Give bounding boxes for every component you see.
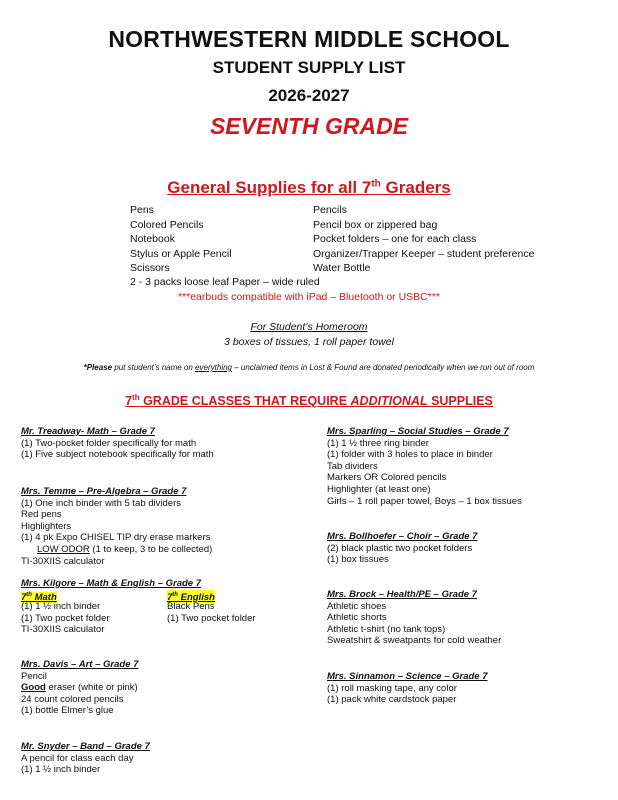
class-item: (1) 1 ½ inch binder bbox=[21, 764, 101, 776]
class-title: Mrs. Sparling – Social Studies – Grade 7 bbox=[327, 426, 509, 437]
kilgore-subheads bbox=[21, 590, 301, 602]
class-item: Athletic shorts bbox=[327, 612, 387, 624]
additional-supplies-heading bbox=[0, 393, 618, 408]
kilgore-row bbox=[21, 601, 301, 613]
name-everything-note bbox=[0, 363, 618, 372]
class-item: (1) box tissues bbox=[327, 554, 389, 566]
supply-item: Notebook bbox=[130, 233, 175, 245]
note-underlined: everything bbox=[195, 363, 233, 372]
english-sub-sup: th bbox=[172, 591, 178, 598]
class-block-sparling bbox=[327, 426, 522, 507]
school-year: 2026-2027 bbox=[268, 86, 350, 105]
class-block-davis bbox=[21, 659, 138, 717]
classes-heading-post: SUPPLIES bbox=[427, 394, 493, 409]
supply-item: Pocket folders – one for each class bbox=[313, 233, 477, 245]
classes-heading-sup: th bbox=[132, 393, 140, 402]
supply-item: Scissors bbox=[130, 262, 170, 274]
class-title: Mrs. Davis – Art – Grade 7 bbox=[21, 659, 139, 670]
class-item: Athletic t-shirt (no tank tops) bbox=[327, 623, 446, 635]
class-title: Mrs. Kilgore – Math & English – Grade 7 bbox=[21, 578, 202, 589]
class-item: (1) pack white cardstock paper bbox=[327, 694, 457, 706]
note-post: – unclaimed items in Lost & Found are donated periodically when we run out of room bbox=[232, 363, 535, 372]
classes-heading-italic: ADDITIONAL bbox=[350, 394, 428, 409]
class-block-kilgore bbox=[21, 578, 301, 636]
supply-item: Pencil box or zippered bag bbox=[313, 218, 438, 231]
class-item: Sweatshirt & sweatpants for cold weather bbox=[327, 635, 502, 647]
low-odor-rest: (1 to keep, 3 to be collected) bbox=[89, 543, 213, 555]
list-title: STUDENT SUPPLY LIST bbox=[212, 58, 406, 77]
class-item: Athletic shoes bbox=[327, 600, 387, 612]
class-item: (1) 1 ½ inch binder bbox=[21, 601, 101, 613]
class-item: (1) roll masking tape, any color bbox=[327, 682, 457, 694]
math-sub-sup: th bbox=[26, 591, 32, 598]
note-pre: put student’s name on bbox=[112, 363, 196, 372]
class-block-sinnamon bbox=[327, 671, 488, 706]
supply-item: Organizer/Trapper Keeper – student preference bbox=[313, 247, 535, 260]
class-item: Tab dividers bbox=[327, 460, 378, 472]
good-label: Good bbox=[21, 682, 46, 694]
note-bold: *Please bbox=[83, 363, 113, 372]
math-sub-pre: 7 bbox=[21, 591, 27, 603]
general-supplies-heading bbox=[0, 178, 618, 198]
class-item: Highlighter (at least one) bbox=[327, 483, 431, 495]
class-item bbox=[21, 682, 138, 694]
class-item: Highlighters bbox=[21, 520, 72, 532]
supply-item: Colored Pencils bbox=[130, 218, 204, 231]
class-title: Mr. Treadway- Math – Grade 7 bbox=[21, 426, 155, 437]
class-item: Pencil bbox=[21, 670, 47, 682]
supply-item: Stylus or Apple Pencil bbox=[130, 247, 232, 260]
class-item: (1) One inch binder with 5 tab dividers bbox=[21, 497, 181, 509]
english-sub-pre: 7 bbox=[167, 591, 173, 603]
class-item: (1) Five subject notebook specifically for math bbox=[21, 449, 214, 461]
good-rest: eraser (white or pink) bbox=[45, 682, 138, 694]
general-supplies-right-column bbox=[313, 203, 534, 276]
class-item: Markers OR Colored pencils bbox=[327, 472, 447, 484]
class-item: (2) black plastic two pocket folders bbox=[327, 542, 473, 554]
paper-item: 2 - 3 packs loose leaf Paper – wide ruled bbox=[130, 276, 320, 288]
class-item: 24 count colored pencils bbox=[21, 693, 124, 705]
low-odor-label: LOW ODOR bbox=[37, 543, 90, 555]
math-sub-post: Math bbox=[31, 591, 57, 603]
supply-item: Pens bbox=[130, 204, 154, 216]
class-title: Mrs. Sinnamon – Science – Grade 7 bbox=[327, 671, 488, 682]
class-block-snyder bbox=[21, 741, 150, 776]
class-item: (1) folder with 3 holes to place in binder bbox=[327, 449, 493, 461]
homeroom-heading: For Student’s Homeroom bbox=[250, 321, 368, 333]
class-item: Black Pens bbox=[167, 601, 215, 613]
class-item: Red pens bbox=[21, 509, 62, 521]
class-block-temme bbox=[21, 486, 212, 567]
class-title: Mrs. Temme – Pre-Algebra – Grade 7 bbox=[21, 486, 187, 497]
class-title: Mrs. Bollhoefer – Choir – Grade 7 bbox=[327, 531, 478, 542]
class-item: TI-30XIIS calculator bbox=[21, 555, 105, 567]
general-supplies-left-column bbox=[130, 203, 232, 276]
homeroom-text: 3 boxes of tissues, 1 roll paper towel bbox=[224, 336, 394, 348]
general-heading-pre: General Supplies for all 7 bbox=[167, 178, 372, 197]
class-item: Girls – 1 roll paper towel, Boys – 1 box tissues bbox=[327, 495, 522, 507]
class-item: (1) 4 pk Expo CHISEL TIP dry erase markers bbox=[21, 532, 211, 544]
school-name: NORTHWESTERN MIDDLE SCHOOL bbox=[108, 26, 510, 52]
class-item bbox=[21, 544, 212, 556]
grade-title: SEVENTH GRADE bbox=[209, 113, 409, 139]
supply-item: Pencils bbox=[313, 204, 347, 216]
class-block-treadway bbox=[21, 426, 214, 461]
class-item: (1) bottle Elmer’s glue bbox=[21, 705, 114, 717]
class-block-brock bbox=[327, 589, 501, 647]
classes-heading-mid: GRADE CLASSES THAT REQUIRE bbox=[139, 394, 351, 409]
class-item: (1) Two pocket folder bbox=[21, 612, 110, 624]
classes-heading-pre: 7 bbox=[125, 394, 133, 409]
class-title: Mrs. Brock – Health/PE – Grade 7 bbox=[327, 589, 477, 600]
supply-item: Water Bottle bbox=[313, 262, 371, 274]
english-sub-post: English bbox=[177, 591, 215, 603]
class-title: Mr. Snyder – Band – Grade 7 bbox=[21, 741, 150, 752]
earbuds-note: ***earbuds compatible with iPad – Bluetooth or USBC*** bbox=[177, 291, 441, 303]
class-block-bollhoefer bbox=[327, 531, 477, 566]
class-item: A pencil for class each day bbox=[21, 752, 134, 764]
general-heading-sup: th bbox=[371, 178, 381, 190]
class-item: TI-30XIIS calculator bbox=[21, 624, 105, 636]
class-item: (1) Two pocket folder bbox=[167, 612, 256, 624]
kilgore-row bbox=[21, 613, 301, 625]
class-item: (1) Two-pocket folder specifically for math bbox=[21, 437, 197, 449]
class-item: (1) 1 ½ three ring binder bbox=[327, 437, 429, 449]
general-heading-post: Graders bbox=[380, 178, 451, 197]
